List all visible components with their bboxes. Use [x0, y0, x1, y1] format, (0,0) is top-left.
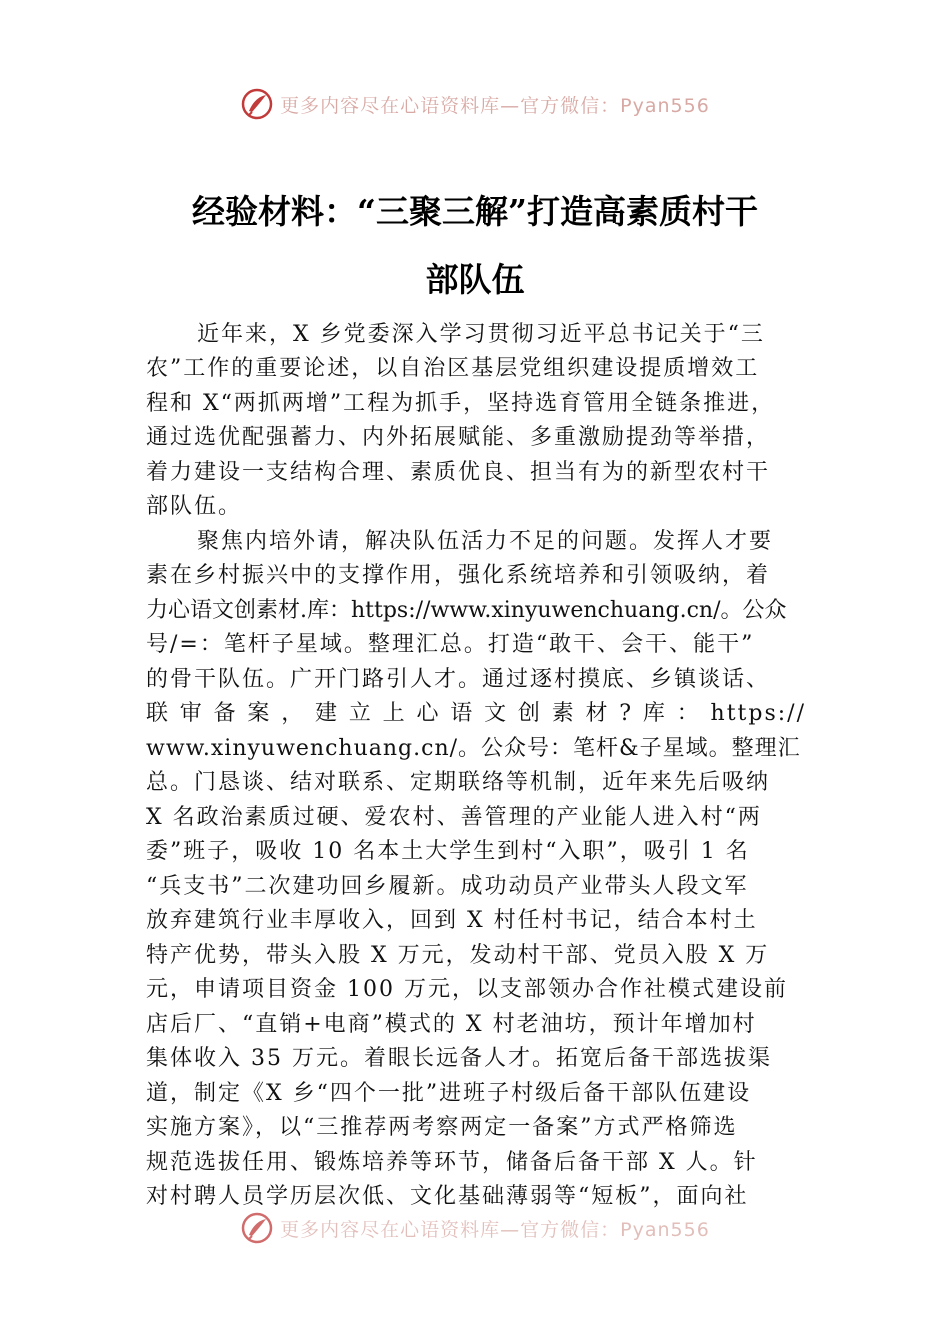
body-line: 联审备案，建立上心语文创素材?库：https://	[146, 701, 806, 726]
body-line: 集体收入 35 万元。着眼长远备人才。拓宽后备干部选拔渠	[146, 1046, 772, 1071]
watermark-text: 更多内容尽在心语资料库—官方微信：Pyan556	[280, 94, 710, 117]
watermark-text: 更多内容尽在心语资料库—官方微信：Pyan556	[280, 1218, 710, 1241]
body-line: 的骨干队伍。广开门路引人才。通过逐村摸底、乡镇谈话、	[146, 667, 771, 692]
body-line: 着力建设一支结构合理、素质优良、担当有为的新型农村干	[146, 460, 771, 485]
body-line: 号/=：笔杆子星域。整理汇总。打造“敢干、会干、能干”	[146, 632, 755, 657]
body-line: 总。门恳谈、结对联系、定期联络等机制，近年来先后吸纳	[146, 770, 771, 795]
body-line: X 名政治素质过硬、爱农村、善管理的产业能人进入村“两	[146, 805, 762, 830]
body-line: 部队伍。	[146, 494, 243, 519]
body-line: 道，制定《X 乡“四个一批”进班子村级后备干部队伍建设	[146, 1081, 752, 1106]
watermark-footer	[0, 1208, 950, 1248]
body-line: 实施方案》，以“三推荐两考察两定一备案”方式严格筛选	[146, 1115, 738, 1140]
body-line: 通过选优配强蓄力、内外拓展赋能、多重激励提劲等举措，	[146, 425, 771, 450]
body-line: 聚焦内培外请，解决队伍活力不足的问题。发挥人才要	[197, 529, 774, 554]
document-title-line-2: 部队伍	[425, 260, 525, 299]
body-line: 素在乡村振兴中的支撑作用，强化系统培养和引领吸纳，着	[146, 563, 771, 588]
body-line: www.xinyuwenchuang.cn/。公众号：笔杆&子星域。整理汇	[146, 736, 801, 761]
document-title-line-1: 经验材料：“三聚三解”打造高素质村干	[192, 192, 758, 231]
body-line: 特产优势，带头入股 X 万元，发动村干部、党员入股 X 万	[146, 943, 770, 968]
body-line: 店后厂、“直销+电商”模式的 X 村老油坊，预计年增加村	[146, 1012, 757, 1037]
brush-pen-logo-icon	[240, 87, 274, 121]
body-line: 放弃建筑行业丰厚收入，回到 X 村任村书记，结合本村土	[146, 908, 758, 933]
body-line: 元，申请项目资金 100 万元，以支部领办合作社模式建设前	[146, 977, 788, 1002]
body-line: 农”工作的重要论述，以自治区基层党组织建设提质增效工	[146, 356, 760, 381]
brush-pen-logo-icon	[240, 1211, 274, 1245]
body-line: 对村聘人员学历层次低、文化基础薄弱等“短板”，面向社	[146, 1184, 749, 1209]
body-line: 委”班子，吸收 10 名本土大学生到村“入职”，吸引 1 名	[146, 839, 750, 864]
body-line: 力心语文创素材.库：https://www.xinyuwenchuang.cn/。公众	[146, 598, 787, 623]
body-line: 近年来，X 乡党委深入学习贯彻习近平总书记关于“三	[197, 322, 765, 347]
body-line: 规范选拔任用、锻炼培养等环节，储备后备干部 X 人。针	[146, 1150, 758, 1175]
body-line: “兵支书”二次建功回乡履新。成功动员产业带头人段文军	[146, 874, 749, 899]
watermark-header	[0, 84, 950, 124]
body-line: 程和 X“两抓两增”工程为抓手，坚持选育管用全链条推进，	[146, 391, 776, 416]
